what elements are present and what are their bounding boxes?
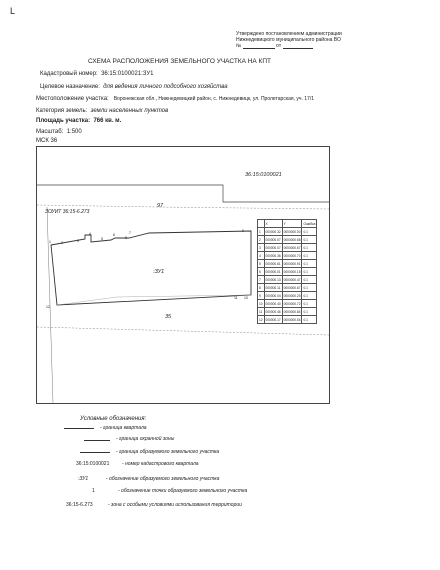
table-cell: 0.1 <box>302 284 317 292</box>
location-label: Местоположение участка: <box>36 96 109 102</box>
table-row <box>258 228 317 236</box>
table-cell: 0.1 <box>302 276 317 284</box>
purpose-value: для ведения личного подсобного хозяйства <box>103 84 228 90</box>
point-label: 9 <box>242 229 244 233</box>
table-cell: 2 <box>258 236 265 244</box>
table-header: X <box>264 220 282 228</box>
table-cell: 000000.46 <box>265 309 281 314</box>
table-cell: 0000000.84 <box>283 309 301 314</box>
table-row <box>258 260 317 268</box>
approval-line-1: Утверждено постановлением администрации <box>236 31 342 37</box>
zu1-label: :ЗУ1 <box>153 269 165 275</box>
table-header: Y <box>282 220 302 228</box>
table-cell: 0000000.25 <box>283 293 301 298</box>
location-value: Воронежская обл., Нижнедевицкий район, с. Нижнедевицк, ул. Пролетарская, уч. 17/1 <box>113 96 315 102</box>
cadastral-value: 36:15:0100021:ЗУ1 <box>101 71 154 77</box>
point-label: 7 <box>129 231 131 235</box>
table-cell: 000000.13 <box>265 277 281 282</box>
table-cell: 0000000.70 <box>283 253 301 258</box>
table-cell: 0000000.67 <box>283 245 301 250</box>
table-cell: 0.1 <box>302 292 317 300</box>
legend-item-text: - зона с особыми условиями использования территории <box>108 502 242 508</box>
purpose-label: Целевое назначение: <box>40 84 100 90</box>
table-cell: 6 <box>258 268 265 276</box>
approval-number-sign: № <box>236 43 242 49</box>
location-line <box>36 96 314 102</box>
category-line <box>36 108 168 114</box>
parcel-boundary <box>51 231 251 305</box>
scale-label: Масштаб: <box>36 129 64 135</box>
legend-item-key: 36:15-6.273 <box>66 502 93 508</box>
table-cell: 000000.01 <box>265 269 281 274</box>
table-cell: 0.1 <box>302 252 317 260</box>
table-cell: 0000000.54 <box>283 317 301 322</box>
point-label: 6 <box>113 233 115 237</box>
table-cell: 000000.07 <box>265 245 281 250</box>
parcel-97-label: 97 <box>157 203 164 209</box>
table-cell: 0.1 <box>302 244 317 252</box>
category-label: Категория земель: <box>36 108 88 114</box>
table-cell: 0000000.91 <box>283 261 301 266</box>
table-cell: 7 <box>258 276 265 284</box>
approval-number-blank <box>243 47 275 49</box>
point-label: 2 <box>61 241 63 245</box>
scale-value: 1:500 <box>66 129 82 135</box>
table-cell: 5 <box>258 260 265 268</box>
legend-zone-line <box>84 440 110 441</box>
cadastral-line <box>40 71 154 77</box>
table-cell: 0000000.68 <box>283 237 301 242</box>
legend-item-text: - номер кадастрового квартала <box>122 461 199 467</box>
approval-line-3 <box>236 43 313 49</box>
map-frame <box>36 146 330 404</box>
point-label: 3 <box>77 239 79 243</box>
crs-label: МСК 36 <box>36 138 58 144</box>
legend-item-key: 1 <box>92 488 95 494</box>
purpose-line <box>40 84 228 90</box>
table-cell: 000000.36 <box>265 253 281 258</box>
table-cell: 0000000.15 <box>283 269 301 274</box>
table-row <box>258 292 317 300</box>
table-row <box>258 268 317 276</box>
approval-date-blank <box>283 47 313 49</box>
table-cell: 0.1 <box>302 316 317 324</box>
legend-item-text: - граница охранной зоны <box>116 436 175 442</box>
table-cell: 12 <box>259 317 263 322</box>
area-label: Площадь участка: <box>36 118 91 124</box>
quarter-number-label: 36:15:0100021 <box>245 172 282 178</box>
table-header-row <box>258 220 317 228</box>
table-row <box>258 308 317 316</box>
table-cell: 0000000.00 <box>283 229 301 234</box>
table-cell: 0.1 <box>302 308 317 316</box>
table-cell: 0.1 <box>302 228 317 236</box>
quarter-boundary <box>37 185 329 202</box>
point-label: 12 <box>46 305 50 309</box>
point-label: 11 <box>234 296 238 300</box>
scale-line <box>36 129 82 135</box>
legend-parcel-line <box>80 452 110 453</box>
table-row <box>258 276 317 284</box>
point-label: 8 <box>125 236 127 240</box>
legend-item-key: :ЗУ1 <box>78 476 89 482</box>
area-value: 766 кв. м. <box>93 118 122 124</box>
page-title: СХЕМА РАСПОЛОЖЕНИЯ ЗЕМЕЛЬНОГО УЧАСТКА НА КПТ <box>88 58 271 65</box>
table-cell: 000000.32 <box>265 229 281 234</box>
table-cell: 000000.11 <box>265 285 281 290</box>
table-row <box>258 284 317 292</box>
point-label: 10 <box>244 296 248 300</box>
table-cell: 0000000.72 <box>283 301 301 306</box>
table-row <box>258 300 317 308</box>
table-cell: 10 <box>259 301 263 306</box>
point-label: 4 <box>89 232 91 236</box>
table-cell: 0.1 <box>302 236 317 244</box>
zone-label: ЗОУИТ 36:15-6.273 <box>45 209 90 215</box>
legend-item-text: - обозначение точки образуемого земельного участка <box>118 488 248 494</box>
table-cell: 000000.07 <box>265 237 281 242</box>
table-cell: 4 <box>258 252 265 260</box>
table-cell: 3 <box>258 244 265 252</box>
table-cell: 0.1 <box>302 260 317 268</box>
table-cell: 1 <box>258 228 265 236</box>
table-body <box>258 228 317 324</box>
approval-date-prefix: от <box>276 43 282 49</box>
table-cell: 11 <box>259 309 263 314</box>
approval-line-2: Нижнедевицкого муниципального района ВО <box>236 37 341 43</box>
category-value: земли населенных пунктов <box>90 108 169 114</box>
legend-item-text: - граница квартала <box>100 425 147 431</box>
parcel-35-label: 35 <box>165 314 172 320</box>
coordinate-table <box>257 219 317 324</box>
table-row <box>258 252 317 260</box>
zone-boundary-bottom <box>37 327 329 335</box>
legend-quarter-line <box>64 428 94 429</box>
legend-title: Условные обозначения: <box>80 416 147 422</box>
area-line <box>36 118 121 124</box>
corner-mark: L <box>10 6 16 16</box>
table-cell: 000000.40 <box>265 301 281 306</box>
table-cell: 0.1 <box>302 268 317 276</box>
table-row <box>258 236 317 244</box>
table-cell: 8 <box>258 284 265 292</box>
table-cell: 0.1 <box>302 300 317 308</box>
legend-item-text: - граница образуемого земельного участка <box>116 449 220 455</box>
table-cell: 000000.04 <box>265 293 281 298</box>
table-cell: 9 <box>258 292 265 300</box>
table-header: Ошибка <box>303 221 316 226</box>
table-row <box>258 316 317 324</box>
point-label: 1 <box>49 240 51 244</box>
table-row <box>258 244 317 252</box>
table-cell: 0000000.47 <box>283 277 301 282</box>
point-label: 5 <box>101 237 103 241</box>
cadastral-label: Кадастровый номер: <box>40 71 98 77</box>
legend-item-text: - обозначение образуемого земельного участка <box>106 476 220 482</box>
coordinate-table-wrap <box>257 219 317 324</box>
table-cell: 0000000.67 <box>283 285 301 290</box>
table-cell: 000000.17 <box>265 317 281 322</box>
legend-item-key: 36:15:0100021 <box>76 461 110 467</box>
table-cell: 000000.61 <box>265 261 281 266</box>
